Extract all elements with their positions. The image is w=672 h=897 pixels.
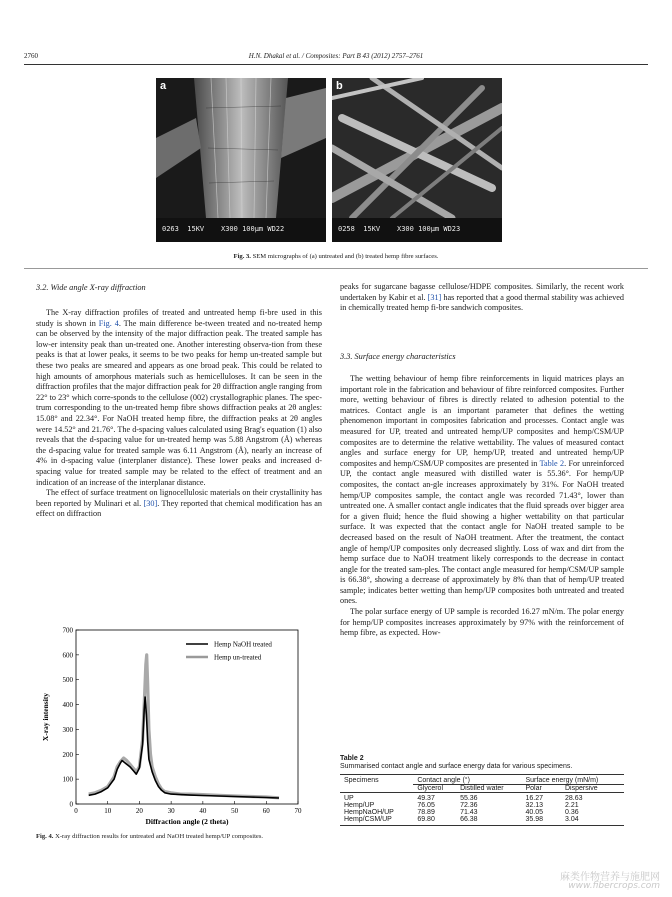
series-line-treated xyxy=(89,697,279,798)
y-tick-label: 100 xyxy=(62,775,73,784)
panel-a-databar: 0263 15KV X300 100μm WD22 xyxy=(162,225,285,233)
value-cell: 32.13 xyxy=(525,802,544,809)
value-cell: 40.05 xyxy=(525,809,544,816)
x-tick-label: 20 xyxy=(135,807,143,815)
y-tick-label: 0 xyxy=(69,800,73,809)
value-cell: 78.89 xyxy=(417,809,435,816)
text-run: . For unreinforced UP, the contact angle measured with distilled water is 55.36°. For hemp/UP composites, the contact an-gle increases approximately by 31%. For NaOH treated hemp/UP composites sample, the contact angle was recorded 71.43°, lower than untreated one. A smaller contact angle indicates that the fluid spreads over bigger area for a given fluid; hence the fluid showing a higher wettability on that particular surface. It was expected that the contact angle for NaOH treated sample to be decreased based on the result of NaOH treatment. After the treatment, the contact angle of hemp/UP composites only decreased slightly. Loss of wax and dirt from the hemp surface due to NaOH treatment likely corresponds to the decrease in contact angle for the treated sam-ples. The contact angle measured for hemp/CSM/UP sample is 66.38°, showing a decrease of approximately by 8% than that of hemp/UP treated sample; indicates better wetting than hemp/UP composites both untreated and treated ones. xyxy=(340,458,624,606)
table2-caption: Summarised contact angle and surface energy data for various specimens. xyxy=(340,763,573,770)
fig3-caption-text: SEM micrographs of (a) untreated and (b) treated hemp fibre surfaces. xyxy=(252,253,439,260)
ref-30-link[interactable]: [30] xyxy=(143,498,158,508)
x-axis-label: Diffraction angle (2 theta) xyxy=(145,817,229,826)
specimen-cell: Hemp/CSM/UP xyxy=(344,816,392,823)
x-tick-label: 50 xyxy=(231,807,239,815)
value-cell: 16.27 xyxy=(525,795,544,802)
col-glycerol: Glycerol xyxy=(417,785,444,792)
table-row xyxy=(340,816,624,826)
legend-label: Hemp NaOH treated xyxy=(214,640,272,649)
y-tick-label: 300 xyxy=(62,725,73,734)
value-cell: 3.04 xyxy=(564,816,579,823)
paragraph: The polar surface energy of UP sample is recorded 16.27 mN/m. The polar energy for hemp/UP composites increases approximately by 97% with the reinforcement of hemp fibre, as expected. How- xyxy=(340,607,624,638)
x-tick-label: 0 xyxy=(74,807,78,815)
x-tick-label: 70 xyxy=(294,807,302,815)
y-tick-label: 200 xyxy=(62,750,73,759)
section-3-2-title: 3.2. Wide angle X-ray diffraction xyxy=(36,283,146,292)
value-cell: 69.80 xyxy=(417,816,435,823)
sem-panel-b xyxy=(332,78,502,242)
header-rule xyxy=(24,64,648,65)
ref-31-link[interactable]: [31] xyxy=(427,292,442,302)
value-cell: 28.63 xyxy=(564,795,583,802)
specimen-cell: HempNaOH/UP xyxy=(344,809,394,816)
text-run: The X-ray diffraction profiles of treated and untreated hemp fi-bre used in this study is shown in xyxy=(36,308,322,328)
panel-b-databar: 0258 15KV X300 100μm WD23 xyxy=(338,225,461,233)
y-axis-label: X-ray intensity xyxy=(41,692,50,742)
sem-panel-a xyxy=(156,78,326,242)
right-column-top xyxy=(340,282,624,314)
value-cell: 72.36 xyxy=(460,802,478,809)
paragraph xyxy=(340,374,624,607)
y-tick-label: 600 xyxy=(62,651,73,660)
col-polar: Polar xyxy=(525,785,542,792)
x-tick-label: 40 xyxy=(199,807,207,815)
xrd-plot xyxy=(36,620,316,828)
fig4-chart xyxy=(36,620,316,828)
paragraph xyxy=(36,308,322,488)
col-dispersive: Dispersive xyxy=(564,785,598,792)
text-run: . The main difference be-tween treated and no-treated hemp can be observed by the intensity of the major diffraction peak. The treated sample has low-er intensity peak than un-treated one. Another interesting observa-tion from these peaks is that at lower peaks, it seems to be two peaks for hemp un-treated sample but these two peaks are smeared and appears as one broad peak. This could be related to high amounts of amorphous materials such as hemicelluloses. It can be seen in the diffraction profiles that the major diffraction peak for 2θ diffraction angle ranging from 22° to 23° which corre-sponds to the cellulose (002) crystallographic planes. The spec-trum corresponding to the un-treated hemp fibre shows diffraction peaks at 2θ angles: 15.08° and 22.34°. For NaOH treated hemp fibre, the diffraction peaks at 2θ angles were 14.52° and 21.76°. The d-spacing values calculated using Brag's equation (1) also reveals that the d-spacing value for un-treated hemp was 5.88 Angstrom (Å) whereas the d-spacing value for treated sample was 6.11 Angstrom (Å), nearly an increase of 4% in d-spacing value (interplaner distance). These lower peaks and increased d-spacing value for treated sample may be related to the effect of treatment and an indication of an increase of the interplanar distance. xyxy=(36,318,322,487)
y-tick-label: 700 xyxy=(62,626,73,635)
panel-b-label: b xyxy=(336,80,343,92)
legend-label: Hemp un-treated xyxy=(214,653,262,662)
text-run: The effect of surface treatment on lignocellulosic materials on their crystallinity has been reported by Mulinari et al. xyxy=(36,488,322,508)
fig3-rule xyxy=(24,268,648,269)
text-run: . They reported that chemical modification has an effect on diffraction xyxy=(36,498,323,519)
panel-a-label: a xyxy=(160,80,167,92)
table2-block xyxy=(340,755,630,826)
page-number: 2760 xyxy=(24,52,38,60)
x-tick-label: 30 xyxy=(167,807,175,815)
value-cell: 55.36 xyxy=(460,795,478,802)
y-tick-label: 400 xyxy=(62,701,73,710)
col-distilled-water: Distilled water xyxy=(460,785,504,792)
specimen-cell: Hemp/UP xyxy=(344,802,375,809)
value-cell: 2.21 xyxy=(564,802,579,809)
running-title: H.N. Dhakal et al. / Composites: Part B 43 (2012) 2757–2761 xyxy=(248,52,424,60)
fig3-caption-label: Fig. 3. xyxy=(233,253,251,260)
table-row xyxy=(340,793,624,803)
col-specimens: Specimens xyxy=(344,777,379,784)
y-tick-label: 500 xyxy=(62,676,73,685)
text-run: The wetting behaviour of hemp fibre reinforcements in liquid matrices plays an important role in the fabrication and behaviour of fibre reinforced composites. Further more, wetting behaviour of fibres is directly related to adhesion potential to the matrices. Contact angle is an important parameter that defines the wetting phenomenon important in composites fabrication and processes. Contact angle was measured for UP, treated and untreated hemp/UP composites and hemp/CSM/UP composites are to determine the relative wettability. The values of measured contact angles and surface energy for UP, hemp/UP, treated and untreated hemp/UP composites and hemp/CSM/UP composites are presented in xyxy=(340,374,624,468)
value-cell: 71.43 xyxy=(460,809,478,816)
x-tick-label: 10 xyxy=(104,807,112,815)
table2-link[interactable]: Table 2 xyxy=(539,458,565,468)
text-run: has reported that a good thermal stability was achieved in chemically treated hemp fi-bre sandwich composites. xyxy=(340,292,624,313)
right-column-text xyxy=(340,374,624,639)
fig4-caption-text: X-ray diffraction results for untreated and NaOH treated hemp/UP composites. xyxy=(55,833,264,840)
table2-body xyxy=(340,793,624,826)
fig4-caption-label: Fig. 4. xyxy=(36,833,54,840)
value-cell: 66.38 xyxy=(460,816,478,823)
fig4-link[interactable]: Fig. 4 xyxy=(98,318,119,328)
value-cell: 0.36 xyxy=(564,809,579,816)
x-tick-label: 60 xyxy=(262,807,270,815)
fig4-caption xyxy=(36,832,322,841)
specimen-cell: UP xyxy=(344,795,354,802)
paragraph xyxy=(36,488,322,520)
left-column-text xyxy=(36,308,322,520)
table-row xyxy=(340,809,624,816)
series-line-untreated xyxy=(89,655,279,798)
group-contact-angle: Contact angle (°) xyxy=(413,775,521,785)
value-cell: 49.37 xyxy=(417,795,435,802)
fig3-caption xyxy=(0,252,672,261)
value-cell: 35.98 xyxy=(525,816,544,823)
watermark-url: www.fibercrops.com xyxy=(568,881,660,891)
table-row xyxy=(340,802,624,809)
text-run: peaks for sugarcane bagasse cellulose/HDPE composites. Similarly, the recent work undertaken by Kabir et al. xyxy=(340,282,624,302)
group-surface-energy: Surface energy (mN/m) xyxy=(522,775,625,785)
value-cell: 76.05 xyxy=(417,802,435,809)
section-3-3-title: 3.3. Surface energy characteristics xyxy=(340,352,456,361)
table2-label: Table 2 xyxy=(340,755,364,762)
watermark-cn: 麻类作物营养与施肥网 xyxy=(560,872,660,883)
paragraph xyxy=(340,282,624,314)
table2 xyxy=(340,774,624,826)
